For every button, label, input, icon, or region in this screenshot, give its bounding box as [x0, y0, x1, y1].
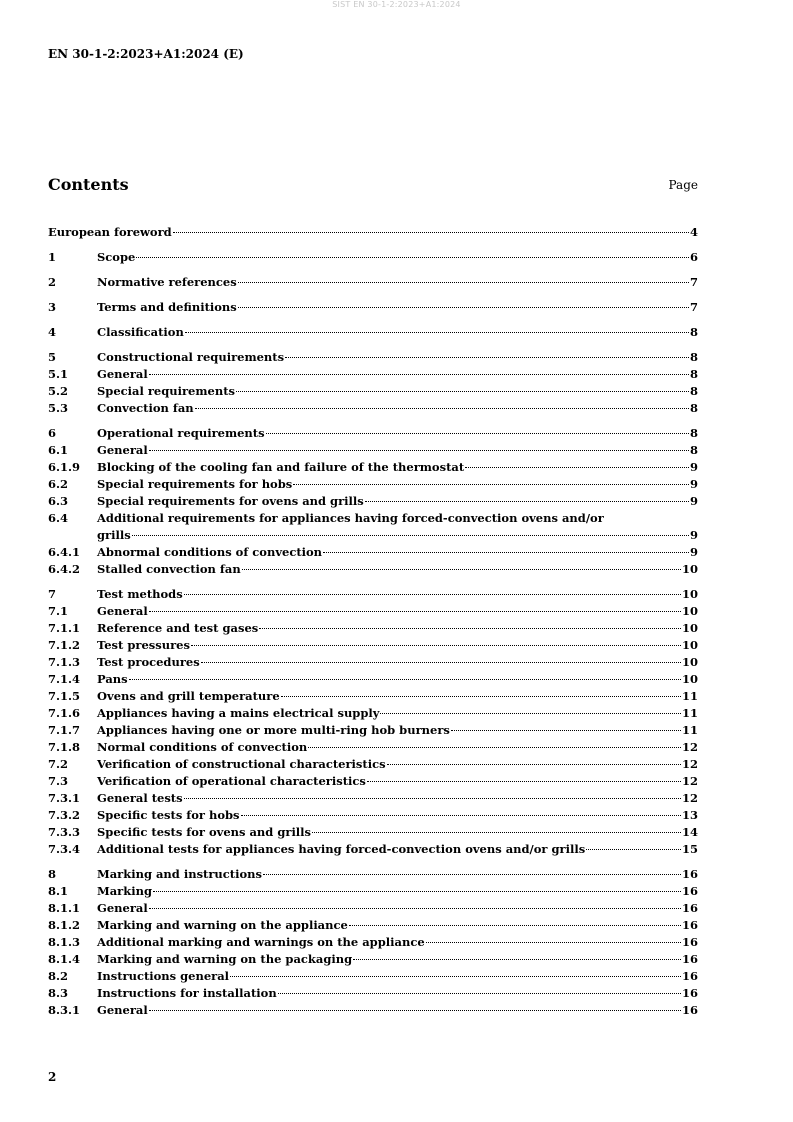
toc-entry-page: 9	[689, 528, 698, 542]
toc-entry-page: 16	[681, 935, 698, 949]
toc-entry-page: 10	[681, 562, 698, 576]
toc-leader-dots	[586, 848, 681, 850]
toc-entry-number: 6.4	[48, 511, 69, 525]
toc-entry-page: 9	[689, 494, 698, 508]
toc-leader-dots	[263, 873, 681, 875]
toc-entry-title: Special requirements for ovens and grills	[97, 494, 364, 508]
toc-entry-number: 7.3.1	[48, 791, 81, 805]
toc-entry-page: 9	[689, 545, 698, 559]
toc-entry-title: Classification	[97, 325, 184, 339]
toc-entry-number: 7.3	[48, 774, 69, 788]
toc-entry-title: Normative references	[97, 275, 237, 289]
toc-entry[interactable]	[48, 400, 698, 417]
toc-leader-dots	[259, 627, 681, 629]
toc-entry-page: 11	[681, 689, 698, 703]
toc-entry[interactable]	[48, 654, 698, 671]
toc-entry-title: Marking and warning on the appliance	[97, 918, 348, 932]
toc-entry-title: Specific tests for hobs	[97, 808, 240, 822]
toc-entry-page: 11	[681, 706, 698, 720]
toc-entry-page: 16	[681, 969, 698, 983]
toc-leader-dots	[312, 831, 681, 833]
toc-entry-number: 1	[48, 250, 57, 264]
toc-entry-title: Additional requirements for appliances having forced-convection ovens and/or	[97, 511, 604, 525]
toc-entry-page: 16	[681, 918, 698, 932]
toc-entry[interactable]	[48, 824, 698, 841]
toc-entry-title: Additional marking and warnings on the appliance	[97, 935, 425, 949]
toc-entry-title: General	[97, 604, 148, 618]
table-of-contents	[48, 224, 698, 1019]
toc-leader-dots	[281, 695, 681, 697]
toc-entry[interactable]	[48, 985, 698, 1002]
toc-entry[interactable]	[48, 934, 698, 951]
toc-leader-dots	[129, 678, 681, 680]
toc-entry-title: Stalled convection fan	[97, 562, 241, 576]
toc-leader-dots	[149, 449, 689, 451]
toc-entry-number: 6.1.9	[48, 460, 81, 474]
contents-heading: Contents	[48, 175, 129, 194]
toc-leader-dots	[365, 500, 689, 502]
toc-entry-title: General	[97, 367, 148, 381]
toc-leader-dots	[201, 661, 681, 663]
toc-leader-dots	[278, 992, 681, 994]
toc-entry-title: Instructions general	[97, 969, 230, 983]
toc-entry-page: 7	[689, 300, 698, 314]
toc-entry-page: 10	[681, 672, 698, 686]
toc-entry[interactable]	[48, 637, 698, 654]
toc-entry-title-continuation: grills	[97, 528, 131, 542]
toc-entry-page: 15	[681, 842, 698, 856]
toc-entry[interactable]	[48, 383, 698, 400]
toc-entry-title: Constructional requirements	[97, 350, 285, 364]
toc-entry-page: 9	[689, 460, 698, 474]
toc-leader-dots	[153, 890, 681, 892]
toc-entry-title: Test methods	[97, 587, 183, 601]
toc-entry[interactable]	[48, 476, 698, 493]
toc-leader-dots	[426, 941, 681, 943]
toc-entry-page: 8	[689, 401, 698, 415]
toc-leader-dots	[230, 975, 681, 977]
toc-entry-title: Marking and instructions	[97, 867, 262, 881]
toc-entry[interactable]	[48, 510, 698, 544]
toc-entry-title: Marking and warning on the packaging	[97, 952, 353, 966]
toc-entry[interactable]	[48, 722, 698, 739]
toc-entry[interactable]	[48, 688, 698, 705]
toc-entry[interactable]	[48, 900, 698, 917]
toc-entry-number: 7.1.8	[48, 740, 81, 754]
toc-entry-number: 5	[48, 350, 57, 364]
toc-entry-number: 5.3	[48, 401, 69, 415]
toc-leader-dots	[185, 331, 689, 333]
toc-leader-dots	[451, 729, 681, 731]
toc-entry-number: 8.1	[48, 884, 69, 898]
toc-entry-number: 8	[48, 867, 57, 881]
toc-entry[interactable]	[48, 841, 698, 858]
toc-entry-number: 8.1.4	[48, 952, 81, 966]
toc-entry-number: 7.1	[48, 604, 69, 618]
toc-entry-page: 13	[681, 808, 698, 822]
toc-entry-title: General	[97, 443, 148, 457]
toc-entry[interactable]	[48, 790, 698, 807]
toc-entry[interactable]	[48, 773, 698, 790]
toc-entry[interactable]	[48, 603, 698, 620]
toc-entry[interactable]	[48, 459, 698, 476]
toc-leader-dots	[380, 712, 681, 714]
toc-leader-dots	[149, 610, 681, 612]
toc-leader-dots	[238, 281, 689, 283]
toc-entry-page: 7	[689, 275, 698, 289]
watermark: SIST EN 30-1-2:2023+A1:2024	[332, 0, 461, 9]
page-column-label: Page	[668, 178, 698, 192]
toc-entry-page: 10	[681, 604, 698, 618]
toc-leader-dots	[236, 390, 689, 392]
toc-entry-page: 16	[681, 1003, 698, 1017]
toc-leader-dots	[323, 551, 689, 553]
toc-entry-page: 16	[681, 867, 698, 881]
toc-leader-dots	[136, 256, 689, 258]
toc-entry-title: Pans	[97, 672, 128, 686]
toc-leader-dots	[149, 1009, 681, 1011]
toc-entry-number: 6.1	[48, 443, 69, 457]
toc-entry[interactable]	[48, 586, 698, 603]
toc-entry-title: Instructions for installation	[97, 986, 277, 1000]
toc-entry[interactable]	[48, 968, 698, 985]
toc-entry-number: 7.3.2	[48, 808, 81, 822]
toc-entry-title: Terms and definitions	[97, 300, 237, 314]
toc-entry-page: 8	[689, 426, 698, 440]
toc-entry[interactable]	[48, 544, 698, 561]
toc-entry[interactable]	[48, 493, 698, 510]
toc-entry[interactable]	[48, 249, 698, 266]
toc-entry-title: Blocking of the cooling fan and failure of the thermostat	[97, 460, 465, 474]
toc-leader-dots	[353, 958, 681, 960]
toc-leader-dots	[184, 797, 681, 799]
toc-entry[interactable]	[48, 883, 698, 900]
toc-leader-dots	[173, 231, 689, 233]
toc-entry-page: 12	[681, 791, 698, 805]
toc-entry-number: 7.1.4	[48, 672, 81, 686]
toc-entry-page: 12	[681, 757, 698, 771]
toc-entry[interactable]	[48, 224, 698, 241]
toc-entry-page: 10	[681, 621, 698, 635]
toc-entry[interactable]	[48, 951, 698, 968]
toc-entry-title: Specific tests for ovens and grills	[97, 825, 312, 839]
toc-entry-title: Operational requirements	[97, 426, 265, 440]
toc-entry-page: 14	[681, 825, 698, 839]
toc-leader-dots	[308, 746, 681, 748]
toc-entry-number: 4	[48, 325, 57, 339]
toc-entry-number: 8.3	[48, 986, 69, 1000]
toc-entry[interactable]	[48, 866, 698, 883]
toc-entry[interactable]	[48, 299, 698, 316]
toc-entry[interactable]	[48, 807, 698, 824]
toc-entry[interactable]	[48, 561, 698, 578]
toc-leader-dots	[149, 373, 689, 375]
toc-entry[interactable]	[48, 671, 698, 688]
toc-entry[interactable]	[48, 705, 698, 722]
toc-leader-dots	[266, 432, 689, 434]
toc-entry-page: 8	[689, 384, 698, 398]
toc-leader-dots	[465, 466, 689, 468]
toc-entry-page: 16	[681, 901, 698, 915]
toc-entry[interactable]	[48, 274, 698, 291]
toc-entry-number: 2	[48, 275, 57, 289]
toc-entry-number: 7.3.4	[48, 842, 81, 856]
toc-entry-title: European foreword	[48, 225, 172, 239]
toc-entry-title: Test pressures	[97, 638, 190, 652]
toc-entry-page: 10	[681, 655, 698, 669]
toc-entry-number: 7.1.2	[48, 638, 81, 652]
toc-entry-number: 7.3.3	[48, 825, 81, 839]
toc-entry-page: 8	[689, 325, 698, 339]
toc-entry-page: 8	[689, 350, 698, 364]
toc-entry-number: 8.1.2	[48, 918, 81, 932]
toc-leader-dots	[241, 814, 681, 816]
toc-leader-dots	[387, 763, 681, 765]
toc-entry-number: 3	[48, 300, 57, 314]
document-id: EN 30-1-2:2023+A1:2024 (E)	[48, 47, 244, 61]
toc-entry-number: 7.1.6	[48, 706, 81, 720]
toc-entry-title: Special requirements	[97, 384, 236, 398]
toc-entry-page: 9	[689, 477, 698, 491]
toc-leader-dots	[367, 780, 681, 782]
toc-entry-number: 6.4.1	[48, 545, 81, 559]
toc-entry[interactable]	[48, 756, 698, 773]
toc-entry-number: 5.2	[48, 384, 69, 398]
toc-entry-title: Ovens and grill temperature	[97, 689, 280, 703]
toc-leader-dots	[132, 534, 689, 536]
toc-entry[interactable]	[48, 442, 698, 459]
toc-entry-number: 6.4.2	[48, 562, 81, 576]
toc-entry-page: 10	[681, 587, 698, 601]
toc-entry-number: 5.1	[48, 367, 69, 381]
toc-entry[interactable]	[48, 425, 698, 442]
toc-leader-dots	[238, 306, 689, 308]
toc-leader-dots	[242, 568, 681, 570]
toc-leader-dots	[293, 483, 689, 485]
toc-entry-number: 6.2	[48, 477, 69, 491]
toc-entry-number: 7.1.1	[48, 621, 81, 635]
toc-entry-number: 7.1.3	[48, 655, 81, 669]
page-number: 2	[48, 1070, 57, 1084]
toc-entry-page: 10	[681, 638, 698, 652]
toc-entry-title: Appliances having a mains electrical supply	[97, 706, 380, 720]
toc-entry[interactable]	[48, 324, 698, 341]
toc-entry-title: General tests	[97, 791, 183, 805]
toc-entry-title: Marking	[97, 884, 152, 898]
toc-entry-number: 7.1.7	[48, 723, 81, 737]
toc-entry-title: Special requirements for hobs	[97, 477, 293, 491]
toc-entry-title: Abnormal conditions of convection	[97, 545, 323, 559]
toc-entry-number: 6	[48, 426, 57, 440]
toc-entry-page: 12	[681, 740, 698, 754]
toc-entry-number: 8.2	[48, 969, 69, 983]
toc-entry-number: 7	[48, 587, 57, 601]
toc-entry-page: 6	[689, 250, 698, 264]
toc-entry-title: Test procedures	[97, 655, 200, 669]
toc-leader-dots	[285, 356, 689, 358]
toc-entry-number: 8.1.1	[48, 901, 81, 915]
toc-leader-dots	[349, 924, 681, 926]
toc-entry[interactable]	[48, 917, 698, 934]
toc-entry-title: Verification of operational characteristics	[97, 774, 366, 788]
toc-entry-title: General	[97, 1003, 148, 1017]
toc-entry-number: 6.3	[48, 494, 69, 508]
toc-entry[interactable]	[48, 366, 698, 383]
toc-entry[interactable]	[48, 739, 698, 756]
toc-entry-title: Additional tests for appliances having forced-convection ovens and/or grills	[97, 842, 586, 856]
toc-entry-title: General	[97, 901, 148, 915]
toc-leader-dots	[184, 593, 681, 595]
toc-entry-page: 4	[689, 225, 698, 239]
toc-leader-dots	[149, 907, 681, 909]
toc-entry-title: Reference and test gases	[97, 621, 259, 635]
toc-entry-title: Appliances having one or more multi-ring hob burners	[97, 723, 450, 737]
toc-entry-page: 11	[681, 723, 698, 737]
toc-leader-dots	[191, 644, 681, 646]
toc-entry-page: 16	[681, 952, 698, 966]
toc-entry-title: Scope	[97, 250, 136, 264]
toc-entry[interactable]	[48, 620, 698, 637]
toc-entry-page: 8	[689, 367, 698, 381]
toc-entry[interactable]	[48, 349, 698, 366]
toc-entry-page: 8	[689, 443, 698, 457]
toc-leader-dots	[195, 407, 689, 409]
toc-entry[interactable]	[48, 1002, 698, 1019]
toc-entry-number: 8.3.1	[48, 1003, 81, 1017]
toc-entry-title: Normal conditions of convection	[97, 740, 308, 754]
toc-entry-page: 16	[681, 986, 698, 1000]
toc-entry-page: 12	[681, 774, 698, 788]
toc-entry-title: Verification of constructional characteristics	[97, 757, 386, 771]
toc-entry-number: 7.2	[48, 757, 69, 771]
toc-entry-page: 16	[681, 884, 698, 898]
toc-entry-number: 7.1.5	[48, 689, 81, 703]
toc-entry-number: 8.1.3	[48, 935, 81, 949]
toc-entry-title: Convection fan	[97, 401, 194, 415]
